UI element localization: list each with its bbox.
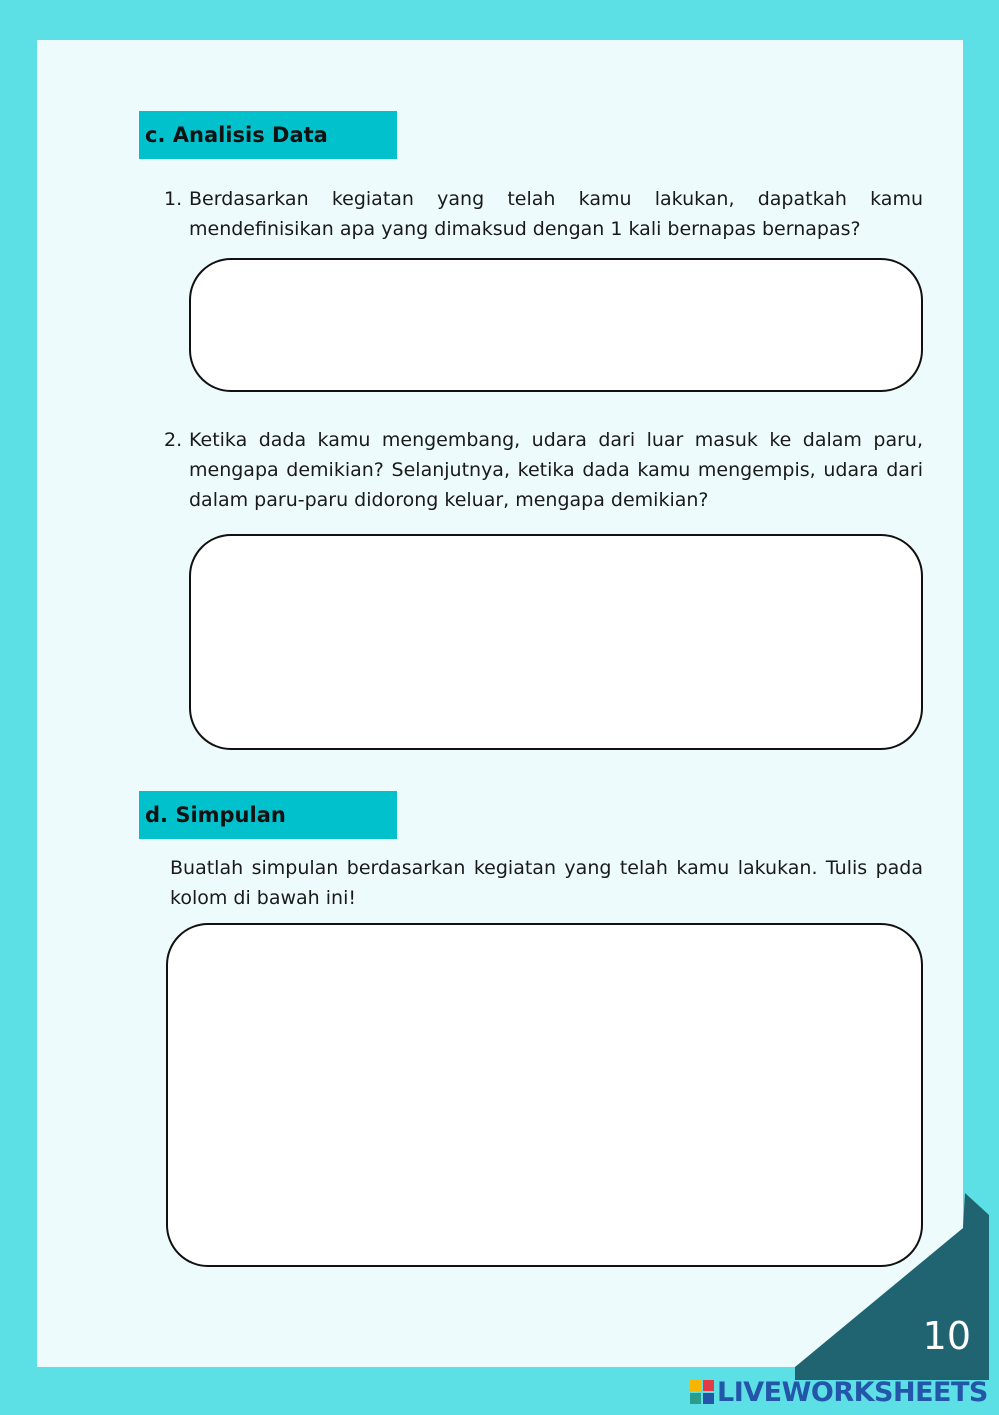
question-number: 2.	[164, 429, 183, 451]
liveworksheets-logo-icon	[690, 1380, 714, 1404]
question-text: Ketika dada kamu mengembang, udara dari luar masuk ke dalam paru, mengapa demikian? Selanjutnya, ketika dada kamu mengempis, udara dari dalam paru-paru didorong keluar, mengapa demikian?	[189, 429, 923, 511]
question-number: 1.	[164, 188, 183, 210]
liveworksheets-brand	[690, 1376, 988, 1408]
conclusion-section-header: d. Simpulan	[139, 791, 397, 839]
analysis-section-header: c. Analisis Data	[139, 111, 397, 159]
conclusion-instruction: Buatlah simpulan berdasarkan kegiatan yang telah kamu lakukan. Tulis pada kolom di bawah ini!	[170, 857, 923, 909]
brand-text: LIVEWORKSHEETS	[717, 1376, 988, 1408]
page-number: 10	[922, 1314, 971, 1358]
question-text: Berdasarkan kegiatan yang telah kamu lakukan, dapatkah kamu mendefinisikan apa yang dimaksud dengan 1 kali bernapas bernapas?	[189, 188, 923, 240]
